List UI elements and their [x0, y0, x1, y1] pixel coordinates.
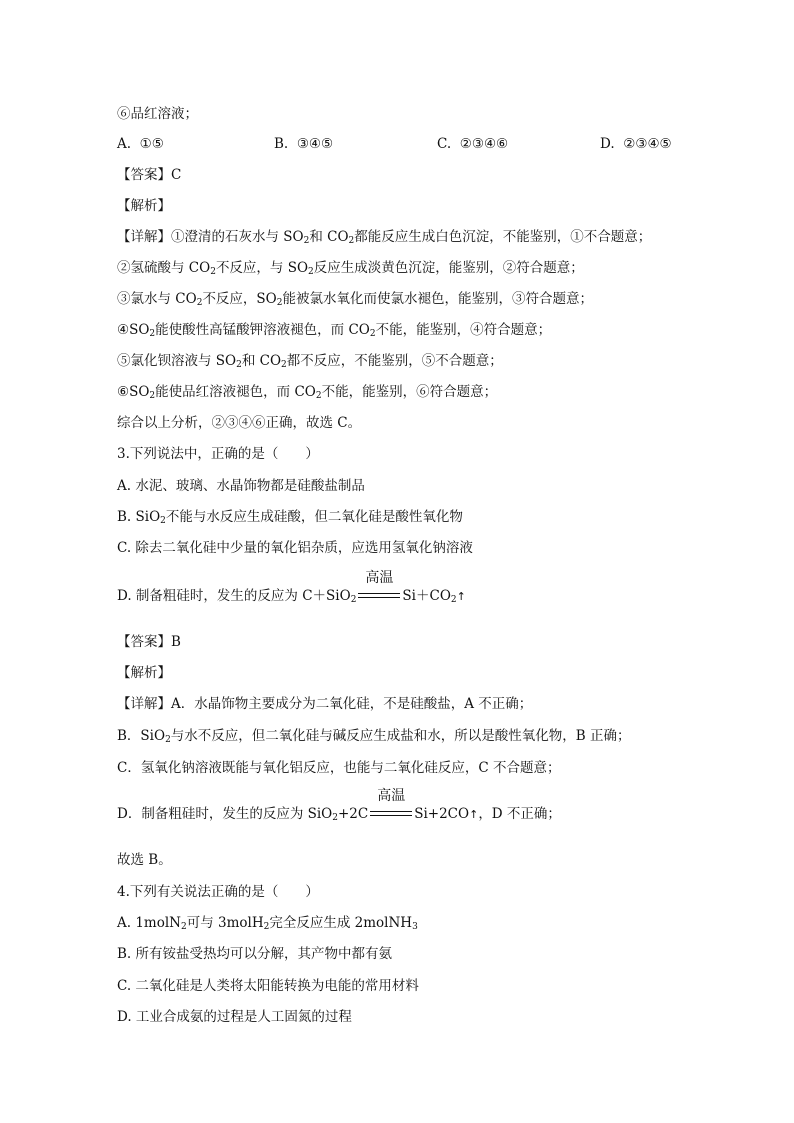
q2-detail-1: 【详解】①澄清的石灰水与 $SO_2$和 $CO_2$都能反应生成白色沉淀，不能鉴别，①不合题意； — [117, 229, 652, 246]
q3-conclusion: 故选 B。 — [117, 852, 172, 868]
reaction-equals-sign — [368, 788, 414, 823]
q2-detail-6: $⑥SO_2$能使品红溶液褪色，而 $CO_2$不能，能鉴别，⑥符合题意； — [117, 384, 498, 401]
q2-choice-a: A. ①⑤ — [117, 136, 164, 152]
q2-analysis-tag: 【解析】 — [117, 198, 171, 214]
condition-high-temp: 高温 — [377, 788, 406, 804]
q3-answer: 【答案】B — [117, 634, 181, 650]
q2-answer: 【答案】C — [117, 167, 182, 183]
q4-option-a: A. 1molN$_2$可与 3molH$_2$完全反应生成 2molNH$_3$ — [117, 915, 418, 932]
q2-detail-5: ⑤氯化钡溶液与 $SO_2$和 $CO_2$都不反应，不能鉴别，⑤不合题意； — [117, 353, 503, 370]
q4-option-c: C. 二氧化硅是人类将太阳能转换为电能的常用材料 — [117, 978, 419, 994]
q2-choice-b: B. ③④⑤ — [274, 136, 334, 152]
q3-explain-d: D．制备粗硅时，发生的反应为 SiO$_2$+2C 高温 Si+2CO↑，D 不正确； — [117, 788, 561, 823]
q3-explain-a: 【详解】A．水晶饰物主要成分为二氧化硅，不是硅酸盐，A 不正确； — [117, 696, 533, 712]
gas-up-arrow-icon: ↑ — [469, 808, 479, 821]
q3-stem: 3.下列说法中，正确的是（ ） — [117, 446, 319, 462]
condition-high-temp: 高温 — [365, 570, 394, 586]
q2-detail-4: $④SO_2$能使酸性高锰酸钾溶液褪色，而 $CO_2$不能，能鉴别，④符合题意； — [117, 322, 552, 339]
q4-option-d: D. 工业合成氨的过程是人工固氮的过程 — [117, 1009, 352, 1025]
reaction-equals-sign — [356, 570, 402, 605]
q3-option-b: B. SiO$_2$不能与水反应生成硅酸，但二氧化硅是酸性氧化物 — [117, 509, 463, 526]
q4-option-b: B. 所有铵盐受热均可以分解，其产物中都有氨 — [117, 946, 393, 962]
q2-choice-c: C. ②③④⑥ — [437, 136, 509, 152]
q2-detail-2: ②氢硫酸与 $CO_2$不反应，与 $SO_2$反应生成淡黄色沉淀，能鉴别，②符合题意； — [117, 260, 584, 277]
q2-detail-3: ③氯水与 $CO_2$不反应，$SO_2$能被氯水氧化而使氯水褪色，能鉴别，③符合题意； — [117, 291, 593, 308]
q2-summary: 综合以上分析，②③④⑥正确，故选 C。 — [117, 415, 362, 431]
q2-option-6: ⑥品红溶液； — [117, 106, 198, 122]
q2-choices — [117, 135, 697, 153]
q4-stem: 4.下列有关说法正确的是（ ） — [117, 884, 319, 900]
answer-tag: 【答案】 — [117, 167, 171, 183]
q3-option-c: C. 除去二氧化硅中少量的氧化铝杂质，应选用氢氧化钠溶液 — [117, 540, 473, 556]
q3-explain-b: B．SiO$_2$与水不反应，但二氧化硅与碱反应生成盐和水，所以是酸性氧化物，B 正确； — [117, 728, 631, 745]
q3-option-d: D. 制备粗硅时，发生的反应为 C＋SiO$_2$ 高温 $Si+CO_2↑$ — [117, 570, 466, 605]
q3-analysis-tag: 【解析】 — [117, 665, 171, 681]
q3-explain-c: C．氢氧化钠溶液既能与氧化铝反应，也能与二氧化硅反应，C 不合题意； — [117, 760, 561, 776]
q2-choice-d: D. ②③④⑤ — [600, 136, 672, 152]
q3-option-a: A. 水泥、玻璃、水晶饰物都是硅酸盐制品 — [117, 478, 365, 494]
gas-up-arrow-icon: ↑ — [456, 590, 466, 603]
